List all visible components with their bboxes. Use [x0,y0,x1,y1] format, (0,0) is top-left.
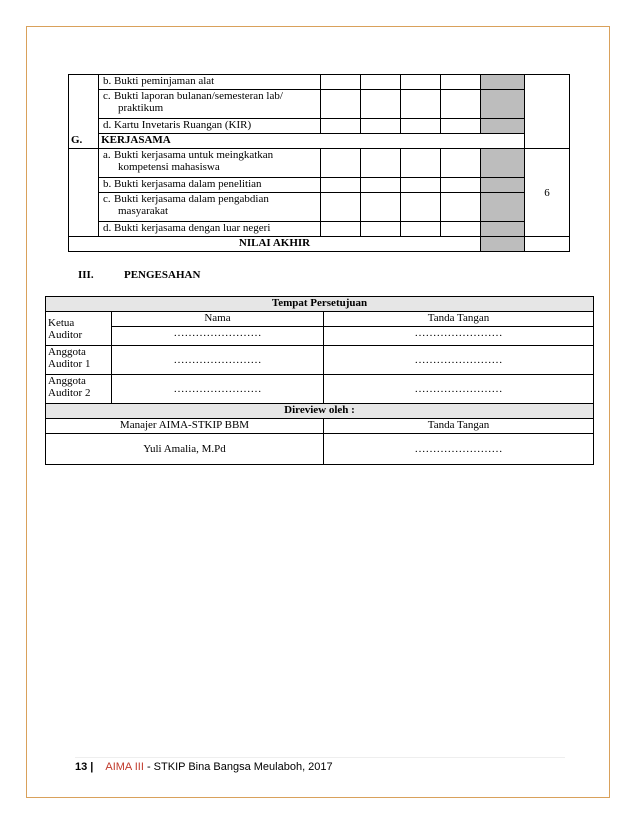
table-row [46,346,594,375]
page-number: 13 | [75,761,94,773]
role-label: Anggota [48,375,86,387]
item-text-cont: praktikum [118,102,164,114]
item-text: Bukti kerjasama untuk meingkatkan [114,149,274,161]
criteria-table [68,74,570,252]
item-label: c. [103,193,111,205]
manajer-ttd-value: …………………… [324,434,594,465]
approval-table [45,296,594,465]
section-letter: G. [71,134,83,146]
section-number: III. [78,269,94,281]
item-label: b. [103,75,112,87]
table-row [69,222,570,237]
table-row [69,149,570,178]
manajer-label: Manajer AIMA-STKIP BBM [46,419,324,434]
role-label-cont: Auditor 2 [48,387,91,399]
role-label: Anggota [48,346,86,358]
ttd-value: …………………… [324,375,594,404]
nama-value: …………………… [112,327,324,346]
table-row [46,434,594,465]
section-heading [78,269,200,281]
nilai-akhir-label: NILAI AKHIR [69,237,481,252]
section-g-row [69,134,570,149]
item-label: d. [103,222,112,234]
table-row [46,327,594,346]
review-header: Direview oleh : [46,404,594,419]
table-row [69,178,570,193]
item-text: Kartu Invetaris Ruangan (KIR) [114,119,252,131]
item-text: Bukti kerjasama dalam penelitian [114,178,262,190]
approval-header: Tempat Persetujuan [46,297,594,312]
item-label: c. [103,90,111,102]
col-nama: Nama [112,312,324,327]
table-row [46,312,594,327]
item-text: Bukti laporan bulanan/semesteran lab/ [114,90,283,102]
ttd-value: …………………… [324,327,594,346]
nama-value: …………………… [112,375,324,404]
table-row [46,419,594,434]
role-label-cont: Auditor 1 [48,358,91,370]
item-text: Bukti kerjasama dengan luar negeri [114,222,271,234]
table-row [46,375,594,404]
footer-institution: - STKIP Bina Bangsa Meulaboh, 2017 [146,761,333,773]
manajer-name: Yuli Amalia, M.Pd [46,434,324,465]
item-label: a. [103,149,111,161]
nilai-akhir-row [69,237,570,252]
table-row [69,75,570,90]
item-text: Bukti kerjasama dalam pengabdian [114,193,269,205]
table-row [46,404,594,419]
role-label-cont: Auditor [48,328,83,341]
item-label: b. [103,178,112,190]
manajer-ttd-label: Tanda Tangan [324,419,594,434]
table-row [69,193,570,222]
role-label: Ketua [48,316,75,329]
item-text-cont: kompetensi mahasiswa [118,161,220,173]
table-row [46,297,594,312]
table-row [69,119,570,134]
page-footer [75,761,333,773]
table-row [69,90,570,119]
ttd-value: …………………… [324,346,594,375]
footer-aima: AIMA III [105,761,144,773]
item-text: Bukti peminjaman alat [114,75,215,87]
col-ttd: Tanda Tangan [324,312,594,327]
item-text-cont: masyarakat [118,205,169,217]
score-value: 6 [525,149,570,237]
nama-value: …………………… [112,346,324,375]
section-title: KERJASAMA [101,134,171,146]
footer-divider [75,757,565,758]
section-title: PENGESAHAN [124,269,201,281]
item-label: d. [103,119,112,131]
